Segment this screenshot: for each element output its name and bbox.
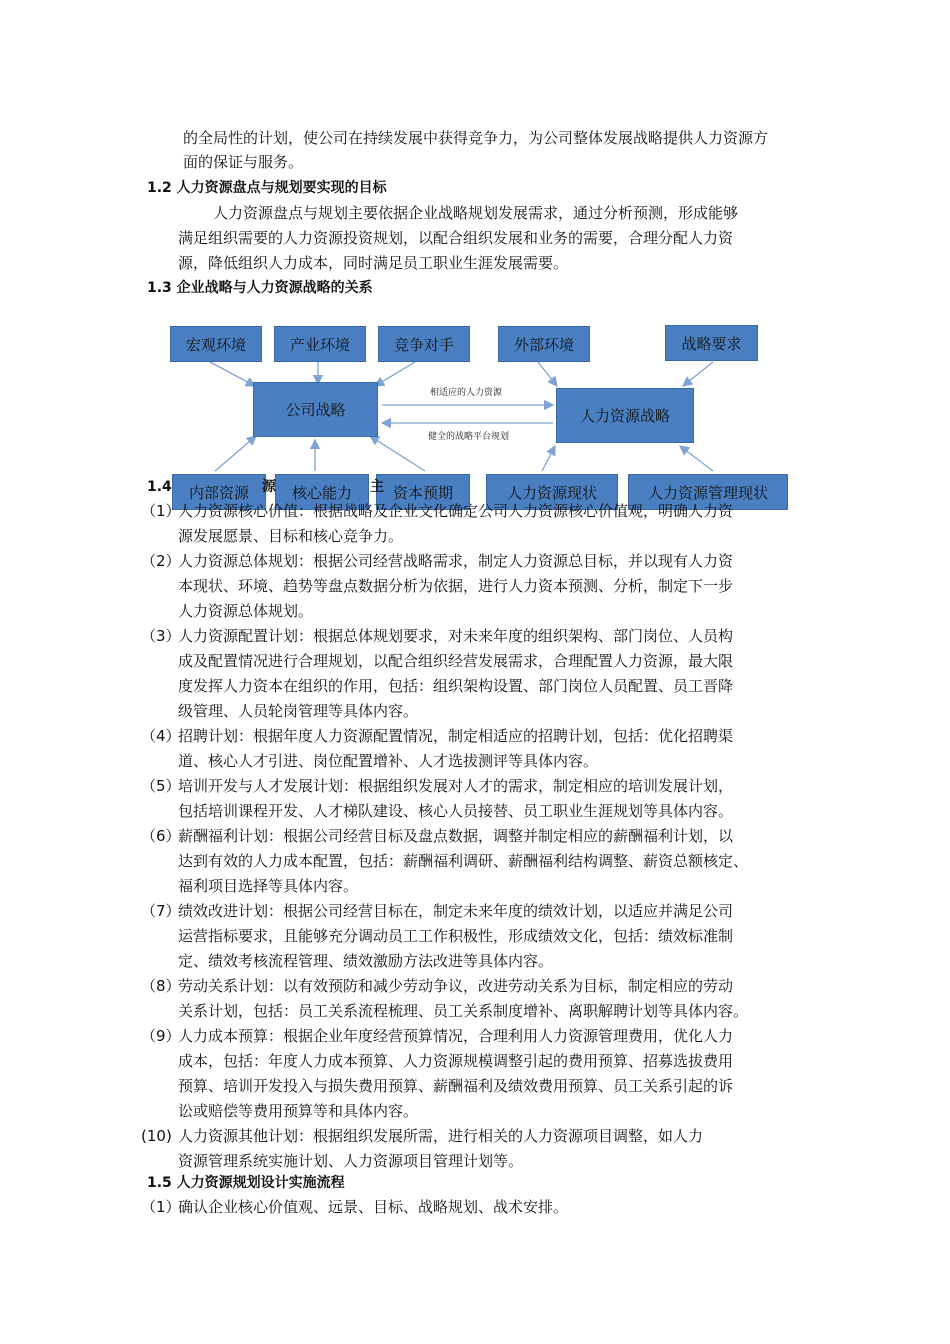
box-core-capability: 核心能力 [275,474,369,510]
item-10-line-1: 人力资源其他计划：根据组织发展所需，进行相关的人力资源项目调整，如人力 [178,1127,704,1145]
item-number-10: (10) [141,1127,172,1145]
item-1-line-1: 人力资源核心价值：根据战略及企业文化确定公司人力资源核心价值观，明确人力资 [178,502,734,520]
arrow-label-adapted-hr: 相适应的人力资源 [430,388,503,398]
item-9-line-3: 预算、培训开发投入与损失费用预算、薪酬福利及绩效费用预算、员工关系引起的诉 [178,1077,734,1095]
item-2-line-3: 人力资源总体规划。 [178,602,314,620]
section-1-4-heading-number: 1.4 [147,479,172,495]
section-1-5-heading: 1.5 人力资源规划设计实施流程 [147,1175,345,1191]
item-number-4: （4） [141,727,181,745]
box-hrm-status: 人力资源管理现状 [628,474,788,510]
box-hr-strategy: 人力资源战略 [556,388,694,443]
section-1-3-heading: 1.3 企业战略与人力资源战略的关系 [147,280,373,296]
intro-line-1: 的全局性的计划，使公司在持续发展中获得竞争力，为公司整体发展战略提供人力资源方 [183,129,769,147]
arrow-internal-to-company [215,436,256,471]
item-10-line-2: 资源管理系统实施计划、人力资源项目管理计划等。 [178,1152,524,1170]
box-external-environment: 外部环境 [498,326,590,362]
item-number-9: （9） [141,1027,181,1045]
box-competitor: 竞争对手 [378,326,470,362]
arrow-hrm-status-to-hr [680,446,713,471]
box-capital-expectation: 资本预期 [376,474,470,510]
section-1-5-item-text: 确认企业核心价值观、远景、目标、战略规划、战术安排。 [178,1198,569,1216]
box-industry-environment: 产业环境 [274,326,366,362]
item-7-line-1: 绩效改进计划：根据公司经营目标在，制定未来年度的绩效计划，以适应并满足公司 [178,902,734,920]
arrow-external-to-hr [538,362,557,386]
box-company-strategy: 公司战略 [253,382,378,437]
item-9-line-2: 成本，包括：年度人力成本预算、人力资源规模调整引起的费用预算、招募选拔费用 [178,1052,734,1070]
box-internal-resources: 内部资源 [172,474,266,510]
item-3-line-3: 度发挥人力资本在组织的作用，包括：组织架构设置、部门岗位人员配置、员工晋降 [178,677,734,695]
section-1-2-line-3: 源，降低组织人力成本，同时满足员工职业生涯发展需要。 [178,254,569,272]
arrow-capital-to-company [370,436,425,471]
item-7-line-3: 定、绩效考核流程管理、绩效激励方法改进等具体内容。 [178,952,554,970]
item-number-1: （1） [141,502,181,520]
section-1-2-heading: 1.2 人力资源盘点与规划要实现的目标 [147,180,387,196]
box-macro-environment: 宏观环境 [170,326,262,362]
strategy-relationship-diagram [160,318,800,518]
box-strategy-requirement: 战略要求 [665,325,758,361]
arrow-label-strategic-platform: 健全的战略平台规划 [428,432,510,442]
arrow-competitor-to-company [375,362,415,386]
box-hr-status: 人力资源现状 [486,474,618,510]
item-number-7: （7） [141,902,181,920]
item-number-2: （2） [141,552,181,570]
section-1-2-line-2: 满足组织需要的人力资源投资规划，以配合组织发展和业务的需要，合理分配人力资 [178,229,734,247]
intro-line-2: 面的保证与服务。 [183,153,304,171]
item-number-3: （3） [141,627,181,645]
item-number-6: （6） [141,827,181,845]
section-1-4-heading-tail: 主 [370,479,384,495]
item-number-8: （8） [141,977,181,995]
item-6-line-2: 达到有效的人力成本配置，包括：薪酬福利调研、薪酬福利结构调整、薪资总额核定、 [178,852,749,870]
item-7-line-2: 运营指标要求，且能够充分调动员工工作积极性，形成绩效文化，包括：绩效标准制 [178,927,734,945]
section-1-2-line-1: 人力资源盘点与规划主要依据企业战略规划发展需求，通过分析预测，形成能够 [213,204,739,222]
item-9-line-1: 人力成本预算：根据企业年度经营预算情况，合理利用人力资源管理费用，优化人力 [178,1027,734,1045]
item-9-line-4: 讼或赔偿等费用预算等和具体内容。 [178,1102,419,1120]
item-1-line-2: 源发展愿景、目标和核心竞争力。 [178,527,404,545]
item-4-line-2: 道、核心人才引进、岗位配置增补、人才选拔测评等具体内容。 [178,752,599,770]
item-5-line-1: 培训开发与人才发展计划：根据组织发展对人才的需求，制定相应的培训发展计划， [178,777,734,795]
item-3-line-4: 级管理、人员轮岗管理等具体内容。 [178,702,419,720]
item-2-line-2: 本现状、环境、趋势等盘点数据分析为依据，进行人力资本预测、分析，制定下一步 [178,577,734,595]
item-5-line-2: 包括培训课程开发、人才梯队建设、核心人员接替、员工职业生涯规划等具体内容。 [178,802,734,820]
item-number-5: （5） [141,777,181,795]
item-3-line-1: 人力资源配置计划：根据总体规划要求，对未来年度的组织架构、部门岗位、人员构 [178,627,734,645]
section-1-5-item-number: （1） [141,1198,181,1216]
item-3-line-2: 成及配置情况进行合理规划，以配合组织经营发展需求，合理配置人力资源，最大限 [178,652,734,670]
section-1-4-heading-fragment: 源 [262,479,276,495]
item-6-line-1: 薪酬福利计划：根据公司经营目标及盘点数据，调整并制定相应的薪酬福利计划，以 [178,827,734,845]
item-6-line-3: 福利项目选择等具体内容。 [178,877,359,895]
arrow-macro-to-company [210,362,255,386]
arrow-requirement-to-hr [683,362,713,386]
item-8-line-1: 劳动关系计划：以有效预防和减少劳动争议，改进劳动关系为目标，制定相应的劳动 [178,977,734,995]
item-4-line-1: 招聘计划：根据年度人力资源配置情况，制定相适应的招聘计划，包括：优化招聘渠 [178,727,734,745]
arrow-hr-status-to-hr [542,446,555,471]
item-8-line-2: 关系计划，包括：员工关系流程梳理、员工关系制度增补、离职解聘计划等具体内容。 [178,1002,749,1020]
item-2-line-1: 人力资源总体规划：根据公司经营战略需求，制定人力资源总目标，并以现有人力资 [178,552,734,570]
